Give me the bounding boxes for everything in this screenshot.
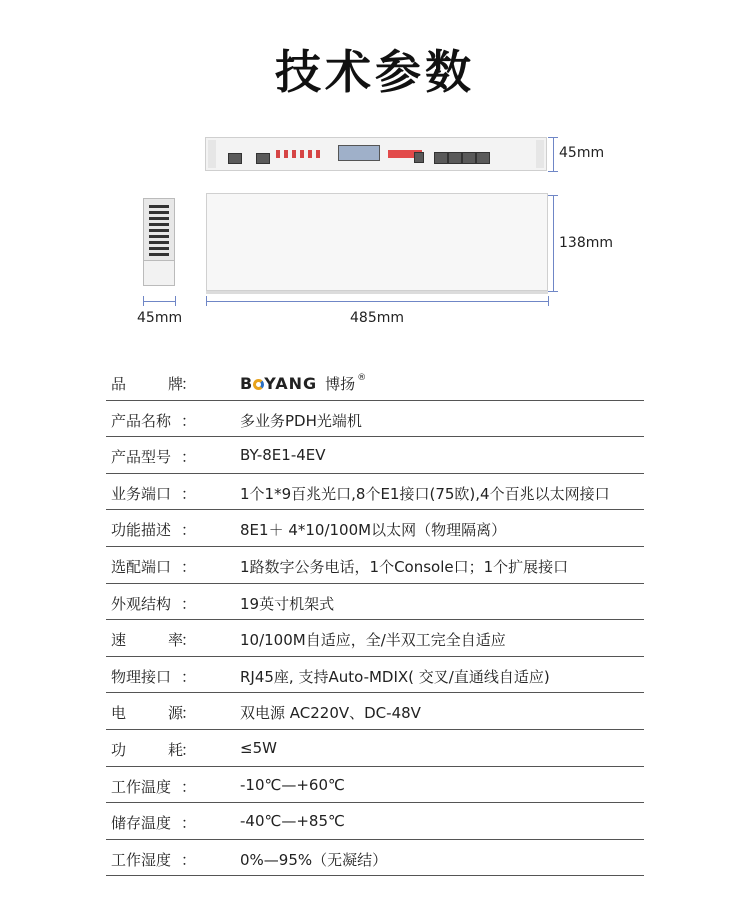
spec-colon: ： — [181, 777, 197, 796]
vent-slot — [149, 241, 169, 244]
dimension-line — [553, 137, 554, 171]
device-front-panel — [205, 137, 547, 171]
spec-colon: ： — [181, 740, 197, 759]
spec-row — [106, 437, 644, 474]
vent-slot — [149, 229, 169, 232]
device-top-view — [206, 193, 548, 291]
lcd-display — [338, 145, 380, 161]
spec-label: 选配端口 — [111, 557, 172, 576]
ethernet-port — [448, 152, 462, 164]
vent-slot — [149, 217, 169, 220]
spec-value: RJ45座, 支持Auto-MDIX( 交叉/直通线自适应) — [240, 667, 550, 686]
dimension-tick — [548, 137, 558, 138]
dimension-line — [143, 301, 175, 302]
spec-row — [106, 803, 644, 840]
rack-ear-left — [208, 140, 216, 168]
ethernet-port — [476, 152, 490, 164]
status-led — [292, 150, 296, 158]
vent-slot — [149, 253, 169, 256]
spec-label: 工作温度 — [111, 777, 172, 796]
spec-label: 功能描述 — [111, 521, 172, 540]
status-led — [308, 150, 312, 158]
spec-label: 品 牌 — [111, 375, 183, 393]
brand-logo-mark — [253, 379, 264, 390]
spec-value: BY-8E1-4EV — [240, 446, 326, 465]
dimension-tick — [175, 296, 176, 306]
ethernet-port — [462, 152, 476, 164]
spec-colon: ： — [181, 484, 197, 503]
spec-value: 1路数字公务电话，1个Console口；1个扩展接口 — [240, 557, 569, 576]
spec-row — [106, 364, 644, 401]
dimension-line — [206, 301, 548, 302]
spec-value: 多业务PDH光端机 — [240, 411, 362, 430]
device-side-view — [143, 198, 175, 286]
spec-colon: ： — [181, 814, 197, 833]
spec-label: 产品名称 — [111, 411, 172, 430]
spec-colon: ： — [181, 631, 197, 650]
dimension-tick — [548, 296, 549, 306]
spec-value: 1个1*9百兆光口,8个E1接口(75欧),4个百兆以太网接口 — [240, 484, 610, 503]
status-led — [316, 150, 320, 158]
dimension-label: 45mm — [559, 145, 605, 161]
dimension-tick — [548, 195, 558, 196]
spec-label: 电 源 — [111, 704, 183, 723]
dimension-label: 45mm — [137, 310, 183, 326]
spec-label: 储存温度 — [111, 814, 172, 833]
ethernet-port — [434, 152, 448, 164]
spec-label: 业务端口 — [111, 484, 172, 503]
vent-slot — [149, 223, 169, 226]
spec-row — [106, 840, 644, 877]
optical-port — [228, 153, 242, 164]
spec-row — [106, 730, 644, 767]
spec-row — [106, 767, 644, 804]
spec-row — [106, 657, 644, 694]
spec-value: ≤5W — [240, 738, 277, 757]
vent-slot — [149, 247, 169, 250]
status-led — [276, 150, 280, 158]
spec-row — [106, 584, 644, 621]
spec-colon: ： — [181, 411, 197, 430]
brand-logo: B YANG — [240, 374, 318, 393]
registered-mark: ® — [357, 373, 367, 383]
spec-colon: ： — [181, 850, 197, 869]
rack-ear-right — [536, 140, 544, 168]
vent-slot — [149, 211, 169, 214]
spec-label: 速 率 — [111, 631, 183, 650]
console-port — [256, 153, 270, 164]
spec-value: 10/100M自适应，全/半双工完全自适应 — [240, 631, 506, 650]
spec-row — [106, 510, 644, 547]
spec-value: 8E1＋ 4*10/100M以太网（物理隔离） — [240, 521, 507, 540]
dimension-label: 485mm — [350, 310, 404, 326]
spec-label: 功 耗 — [111, 740, 183, 759]
dimension-label: 138mm — [559, 235, 613, 251]
spec-value: -40℃—+85℃ — [240, 812, 345, 831]
spec-value: 19英寸机架式 — [240, 594, 335, 613]
dimension-tick — [548, 291, 558, 292]
spec-label: 物理接口 — [111, 667, 172, 686]
dimension-tick — [548, 171, 558, 172]
brand-cn-name: 博扬 — [325, 375, 356, 393]
dimension-tick — [206, 296, 207, 306]
spec-colon: ： — [181, 375, 197, 393]
vent-slot — [149, 235, 169, 238]
spec-row — [106, 693, 644, 730]
spec-label: 工作湿度 — [111, 850, 172, 869]
spec-table — [106, 364, 644, 876]
spec-value: 双电源 AC220V、DC-48V — [240, 704, 421, 723]
vent-slot — [149, 205, 169, 208]
spec-row — [106, 474, 644, 511]
spec-colon: ： — [181, 704, 197, 723]
spec-colon: ： — [181, 521, 197, 540]
rack-bracket — [144, 260, 174, 285]
status-led — [300, 150, 304, 158]
dimension-tick — [143, 296, 144, 306]
spec-colon: ： — [181, 594, 197, 613]
spec-colon: ： — [181, 667, 197, 686]
spec-value: -10℃—+60℃ — [240, 775, 345, 794]
spec-label: 外观结构 — [111, 594, 172, 613]
spec-row — [106, 547, 644, 584]
spec-colon: ： — [181, 557, 197, 576]
spec-colon: ： — [181, 448, 197, 467]
phone-port — [414, 152, 424, 163]
spec-row — [106, 620, 644, 657]
brand-value — [240, 373, 366, 394]
page-title: 技术参数 — [275, 45, 475, 99]
spec-row — [106, 401, 644, 438]
status-led — [284, 150, 288, 158]
dimension-line — [553, 195, 554, 291]
spec-label: 产品型号 — [111, 448, 172, 467]
spec-value: 0%—95%（无凝结） — [240, 850, 388, 869]
